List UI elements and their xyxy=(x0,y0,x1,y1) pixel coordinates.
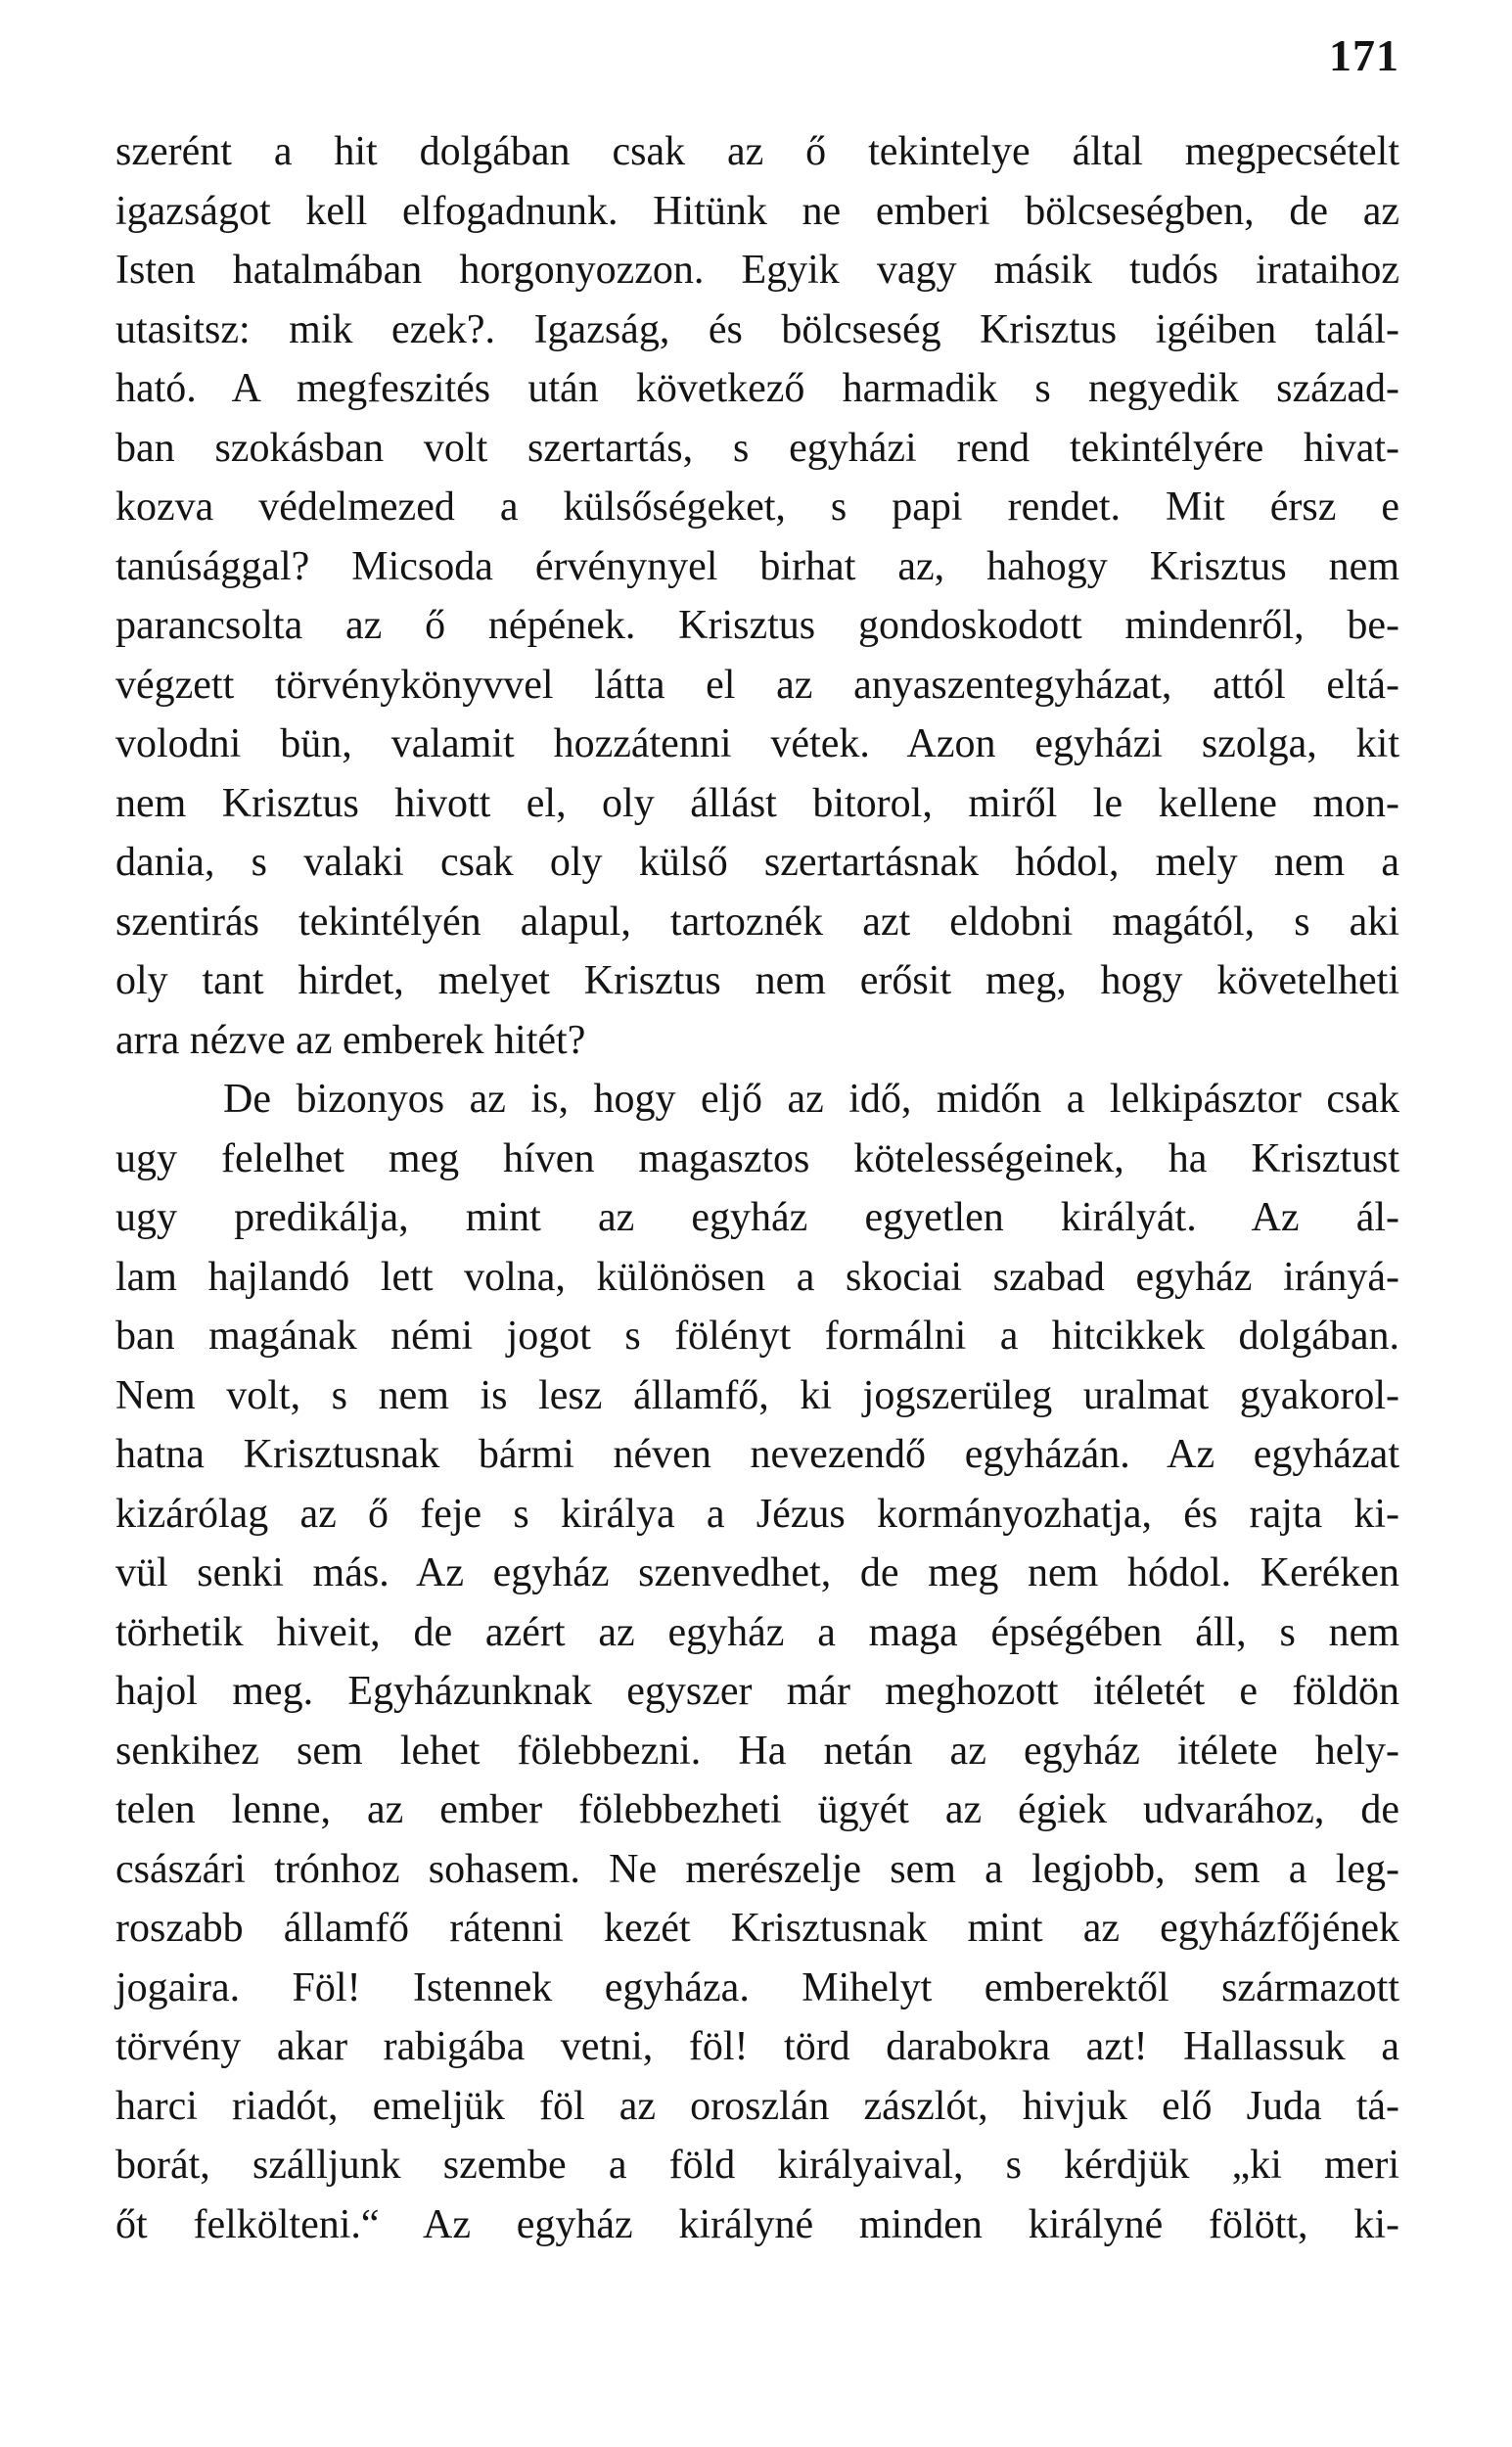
text-line: igazságot kell elfogadnunk. Hitünk ne emberi bölcseségben, de az xyxy=(115,188,1399,234)
text-line: törvény akar rabigába vetni, föl! törd darabokra azt! Hallassuk a xyxy=(115,2024,1399,2069)
text-line: végzett törvénykönyvvel látta el az anyaszentegyházat, attól eltá- xyxy=(115,662,1399,708)
text-line: borát, szálljunk szembe a föld királyaival, s kérdjük „ki meri xyxy=(115,2143,1399,2188)
text-line: császári trónhoz sohasem. Ne merészelje sem a legjobb, sem a leg- xyxy=(115,1846,1399,1892)
text-line: oly tant hirdet, melyet Krisztus nem erősit meg, hogy követelheti xyxy=(115,958,1399,1003)
text-line: vül senki más. Az egyház szenvedhet, de meg nem hódol. Keréken xyxy=(115,1550,1399,1595)
text-line: ban szokásban volt szertartás, s egyházi rend tekintélyére hivat- xyxy=(115,425,1399,471)
text-line: ugy felelhet meg híven magasztos kötelességeinek, ha Krisztust xyxy=(115,1135,1399,1181)
body-text xyxy=(115,122,1399,2254)
text-line: hajol meg. Egyházunknak egyszer már meghozott itéletét e földön xyxy=(115,1669,1399,1714)
text-line: ban magának némi jogot s fölényt formálni a hitcikkek dolgában. xyxy=(115,1314,1399,1359)
text-line: hatna Krisztusnak bármi néven nevezendő egyházán. Az egyházat xyxy=(115,1432,1399,1477)
text-line: szentirás tekintélyén alapul, tartoznék azt eldobni magától, s aki xyxy=(115,899,1399,945)
text-line: telen lenne, az ember fölebbezheti ügyét az égiek udvarához, de xyxy=(115,1787,1399,1832)
paragraph-first-line: De bizonyos az is, hogy eljő az idő, midőn a lelkipásztor csak xyxy=(223,1077,1399,1122)
text-line: Nem volt, s nem is lesz államfő, ki jogszerüleg uralmat gyakorol- xyxy=(115,1372,1399,1418)
text-line: kozva védelmezed a külsőségeket, s papi rendet. Mit érsz e xyxy=(115,485,1399,530)
text-line: szerént a hit dolgában csak az ő tekintelye által megpecsételt xyxy=(115,129,1399,174)
text-line: dania, s valaki csak oly külső szertartásnak hódol, mely nem a xyxy=(115,840,1399,885)
text-line: utasitsz: mik ezek?. Igazság, és bölcseség Krisztus igéiben talál- xyxy=(115,306,1399,352)
text-line: ható. A megfeszités után következő harmadik s negyedik század- xyxy=(115,366,1399,411)
text-line: törhetik hiveit, de azért az egyház a maga épségében áll, s nem xyxy=(115,1609,1399,1655)
text-line: volodni bün, valamit hozzátenni vétek. Azon egyházi szolga, kit xyxy=(115,721,1399,766)
text-line: ugy predikálja, mint az egyház egyetlen királyát. Az ál- xyxy=(115,1195,1399,1240)
text-line: Isten hatalmában horgonyozzon. Egyik vagy másik tudós irataihoz xyxy=(115,248,1399,293)
text-line: parancsolta az ő népének. Krisztus gondoskodott mindenről, be- xyxy=(115,603,1399,648)
text-line: harci riadót, emeljük föl az oroszlán zászlót, hivjuk elő Juda tá- xyxy=(115,2083,1399,2129)
text-line: roszabb államfő rátenni kezét Krisztusnak mint az egyházfőjének xyxy=(115,1906,1399,1951)
text-line: tanúsággal? Micsoda érvénynyel birhat az, hahogy Krisztus nem xyxy=(115,543,1399,589)
text-line: őt felkölteni.“ Az egyház királyné minden királyné fölött, ki- xyxy=(115,2201,1399,2247)
text-line: nem Krisztus hivott el, oly állást bitorol, miről le kellene mon- xyxy=(115,780,1399,826)
paragraph-last-line: arra nézve az emberek hitét? xyxy=(115,1017,586,1063)
text-line: kizárólag az ő feje s királya a Jézus kormányozhatja, és rajta ki- xyxy=(115,1491,1399,1537)
text-line: lam hajlandó lett volna, különösen a skociai szabad egyház irányá- xyxy=(115,1254,1399,1300)
text-line: jogaira. Föl! Istennek egyháza. Mihelyt emberektől származott xyxy=(115,1964,1399,2010)
text-line: senkihez sem lehet fölebbezni. Ha netán az egyház itélete hely- xyxy=(115,1728,1399,1774)
page-number: 171 xyxy=(1329,30,1399,80)
